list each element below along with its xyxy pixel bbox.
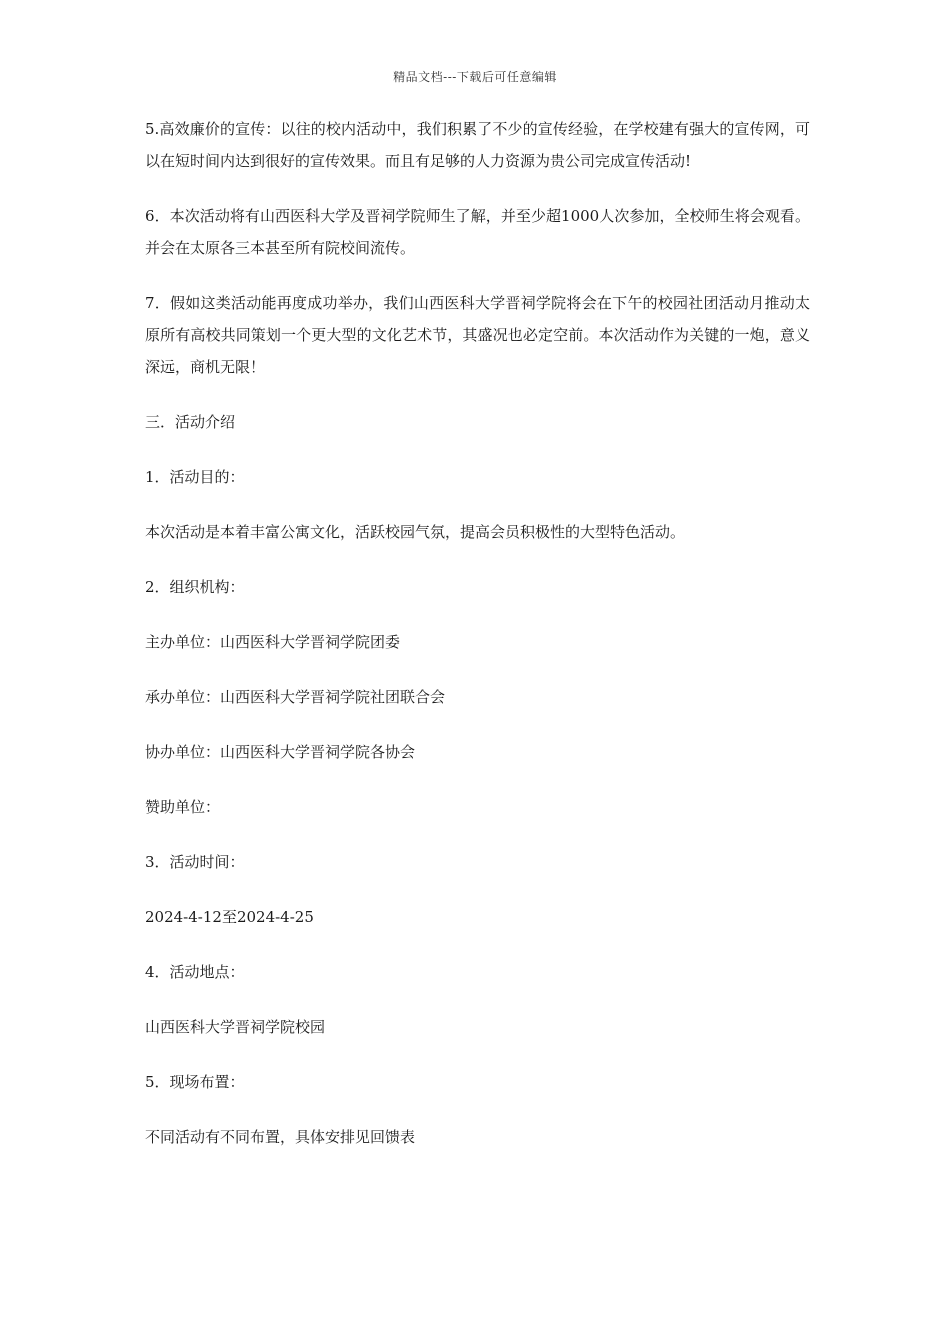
- place-text: 山西医科大学晋祠学院校园: [145, 1018, 326, 1036]
- paragraph-participation: 6．本次活动将有山西医科大学及晋祠学院师生了解，并至少超1000人次参加，全校师生将会观看。并会在太原各三本甚至所有院校间流传。: [145, 207, 810, 257]
- document-body: [145, 113, 810, 1176]
- purpose-text: 本次活动是本着丰富公寓文化，活跃校园气氛，提高会员积极性的大型特色活动。: [145, 523, 686, 541]
- layout-heading: 5．现场布置：: [145, 1073, 245, 1091]
- section-title: 三．活动介绍: [145, 413, 236, 431]
- sponsor-unit: 赞助单位：: [145, 798, 221, 816]
- paragraph-future-event: 7．假如这类活动能再度成功举办，我们山西医科大学晋祠学院将会在下午的校园社团活动月推动太原所有高校共同策划一个更大型的文化艺术节，其盛况也必定空前。本次活动作为关键的一炮，意义深远，商机无限！: [145, 294, 810, 376]
- page-header: 精品文档---下载后可任意编辑: [393, 70, 557, 84]
- purpose-heading: 1．活动目的：: [145, 468, 245, 486]
- time-text: 2024-4-12至2024-4-25: [145, 908, 314, 926]
- co-organizer-unit: 协办单位：山西医科大学晋祠学院各协会: [145, 743, 416, 761]
- host-unit: 主办单位：山西医科大学晋祠学院团委: [145, 633, 401, 651]
- organizer-unit: 承办单位：山西医科大学晋祠学院社团联合会: [145, 688, 446, 706]
- time-heading: 3．活动时间：: [145, 853, 245, 871]
- paragraph-publicity: 5.高效廉价的宣传：以往的校内活动中，我们积累了不少的宣传经验，在学校建有强大的宣传网，可以在短时间内达到很好的宣传效果。而且有足够的人力资源为贵公司完成宣传活动!: [145, 120, 810, 170]
- organization-heading: 2．组织机构：: [145, 578, 245, 596]
- place-heading: 4．活动地点：: [145, 963, 245, 981]
- layout-text: 不同活动有不同布置，具体安排见回馈表: [145, 1128, 416, 1146]
